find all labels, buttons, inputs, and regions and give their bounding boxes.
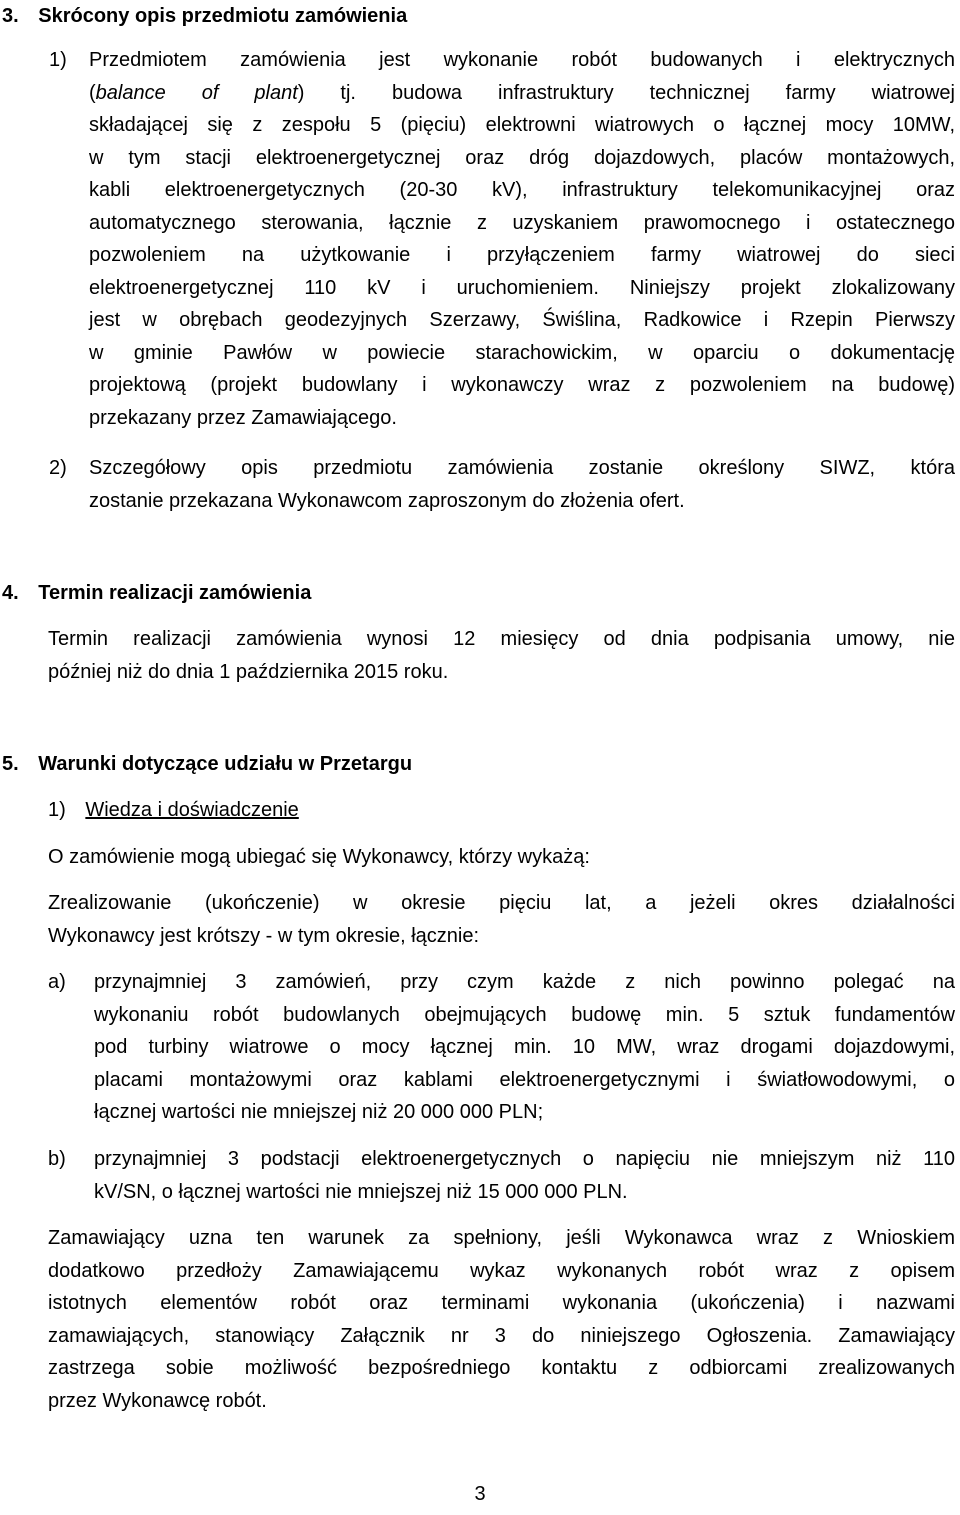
section-title: Warunki dotyczące udziału w Przetargu (38, 753, 413, 775)
list-marker: 1) (49, 49, 67, 71)
paragraph-line: Zamawiający uzna ten warunek za spełniony, jeśli Wykonawca wraz z Wnioskiem (48, 1227, 955, 1249)
paragraph-line: przekazany przez Zamawiającego. (89, 406, 397, 429)
section-4-heading (2, 577, 311, 610)
section-title: Termin realizacji zamówienia (38, 582, 312, 604)
list-marker: 2) (49, 457, 67, 479)
page-number: 3 (474, 1483, 486, 1505)
list-marker: b) (48, 1148, 66, 1170)
paragraph-line: elektroenergetycznej 110 kV i uruchomieniem. Niniejszy projekt zlokalizowany (89, 276, 955, 299)
paragraph-line: zostanie przekazana Wykonawcom zaproszonym do złożenia ofert. (89, 489, 685, 512)
paragraph-line: przynajmniej 3 podstacji elektroenergetycznych o napięciu nie mniejszym niż 110 (94, 1148, 955, 1170)
paragraph-line: przynajmniej 3 zamówień, przy czym każde z nich powinno polegać na (94, 971, 955, 993)
paragraph-line: jest w obrębach geodezyjnych Szerzawy, Świślina, Radkowice i Rzepin Pierwszy (89, 309, 955, 331)
paragraph-line: pod turbiny wiatrowe o mocy łącznej min. 10 MW, wraz drogami dojazdowymi, (94, 1036, 955, 1058)
paragraph-line: Szczegółowy opis przedmiotu zamówienia zostanie określony SIWZ, która (89, 457, 955, 479)
subheading-knowledge-experience (48, 794, 299, 827)
paragraph-line: istotnych elementów robót oraz terminami wykonania (ukończenia) i nazwami (48, 1292, 955, 1314)
section-4-text (48, 623, 955, 688)
paragraph-line: pozwoleniem na użytkowanie i przyłączeniem farmy wiatrowej do sieci (89, 244, 955, 266)
section-5-heading (2, 748, 412, 781)
paragraph-line: kabli elektroenergetycznych (20-30 kV), infrastruktury telekomunikacyjnej oraz (89, 179, 955, 201)
paragraph-line: Wykonawcy jest krótszy - w tym okresie, łącznie: (48, 924, 480, 947)
section-number: 4. (2, 582, 19, 604)
subheading-label: Wiedza i doświadczenie (85, 799, 299, 821)
paragraph-line: składającej się z zespołu 5 (pięciu) elektrowni wiatrowych o łącznej mocy 10MW, (89, 114, 955, 136)
paragraph-line: wykonaniu robót budowlanych obejmujących budowę min. 5 sztuk fundamentów (94, 1003, 955, 1026)
closing-paragraph (48, 1222, 955, 1417)
paragraph-line: placami montażowymi oraz kablami elektroenergetycznymi i światłowodowymi, o (94, 1068, 955, 1091)
list-marker: a) (48, 971, 66, 993)
condition-paragraph (48, 887, 955, 952)
section-number: 3. (2, 5, 19, 27)
paragraph-line: w tym stacji elektroenergetycznej oraz dróg dojazdowych, placów montażowych, (89, 146, 955, 169)
paragraph-line: (balance of plant) tj. budowa infrastruktury technicznej farmy wiatrowej (89, 81, 955, 104)
paragraph-line: później niż do dnia 1 października 2015 roku. (48, 660, 449, 683)
section-3-item-2 (89, 452, 955, 517)
paragraph-line: łącznej wartości nie mniejszej niż 20 000 000 PLN; (94, 1101, 544, 1123)
condition-item-b (94, 1143, 955, 1208)
section-number: 5. (2, 753, 19, 775)
italic-phrase: balance of plant (95, 81, 298, 104)
paragraph-line: w gminie Pawłów w powiecie starachowickim, w oparciu o dokumentację (89, 341, 955, 364)
paragraph-line: Zrealizowanie (ukończenie) w okresie pięciu lat, a jeżeli okres działalności (48, 892, 955, 914)
section-3-heading (2, 0, 407, 33)
intro-text: O zamówienie mogą ubiegać się Wykonawcy, którzy wykażą: (48, 846, 590, 868)
paragraph-line: automatycznego sterowania, łącznie z uzyskaniem prawomocnego i ostatecznego (89, 211, 955, 234)
list-marker: 1) (48, 799, 66, 821)
paragraph-line: projektową (projekt budowlany i wykonawczy wraz z pozwoleniem na budowę) (89, 374, 955, 396)
paragraph-line: kV/SN, o łącznej wartości nie mniejszej niż 15 000 000 PLN. (94, 1180, 628, 1203)
paragraph-line: przez Wykonawcę robót. (48, 1389, 267, 1412)
paragraph-line: zastrzega sobie możliwość bezpośredniego kontaktu z odbiorcami zrealizowanych (48, 1357, 955, 1379)
section-3-item-1 (89, 44, 955, 434)
paragraph-line: Przedmiotem zamówienia jest wykonanie robót budowanych i elektrycznych (89, 49, 955, 71)
section-title: Skrócony opis przedmiotu zamówienia (38, 5, 408, 27)
paragraph-line: Termin realizacji zamówienia wynosi 12 miesięcy od dnia podpisania umowy, nie (48, 628, 955, 650)
condition-item-a (94, 966, 955, 1129)
paragraph-line: zamawiających, stanowiący Załącznik nr 3 do niniejszego Ogłoszenia. Zamawiający (48, 1324, 955, 1347)
paragraph-line: dodatkowo przedłoży Zamawiającemu wykaz wykonanych robót wraz z opisem (48, 1259, 955, 1282)
